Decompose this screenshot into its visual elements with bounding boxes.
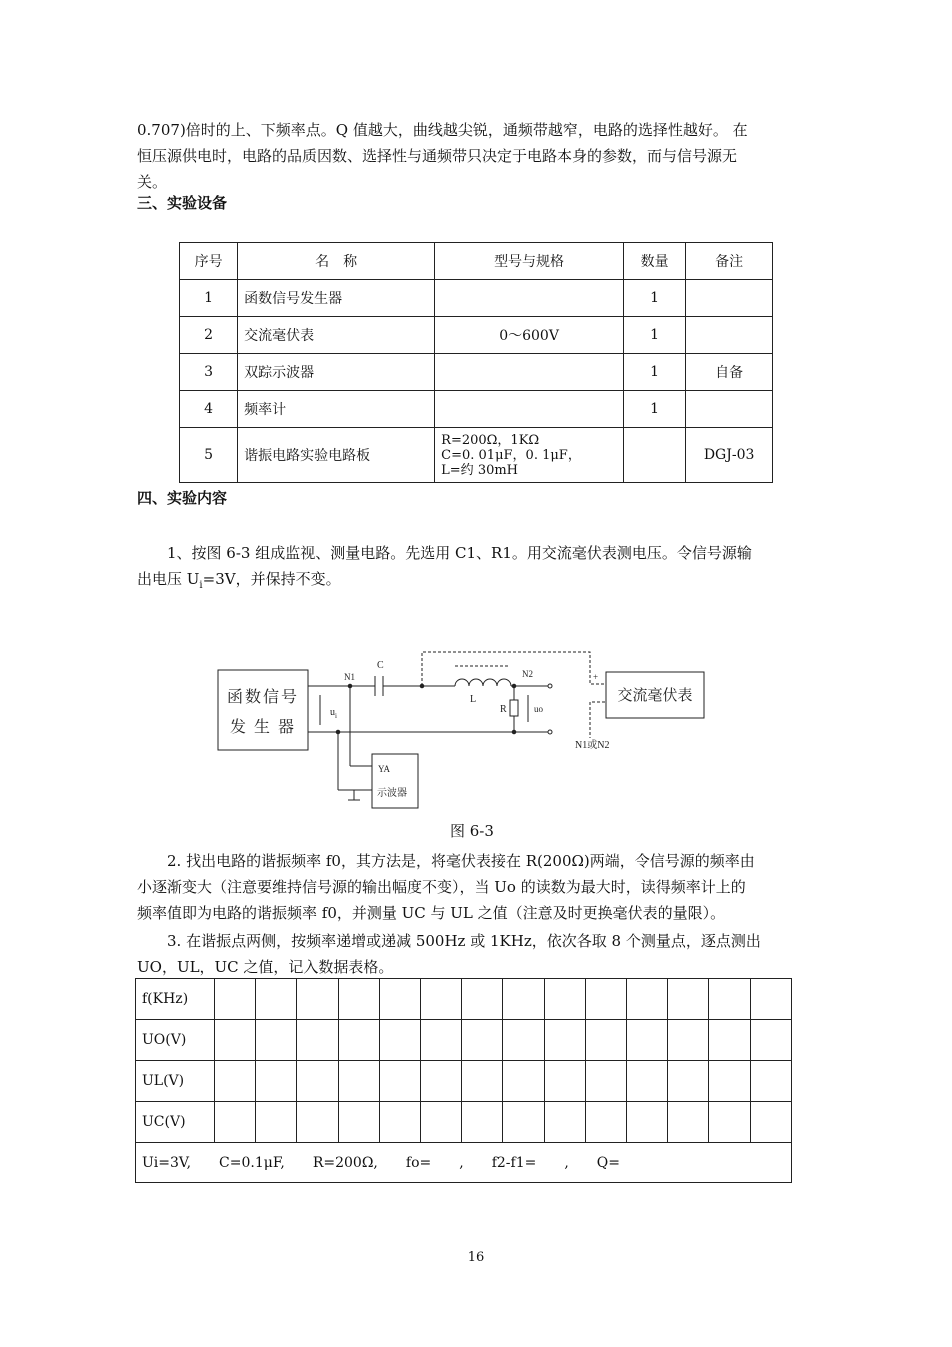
blank-cell — [750, 979, 791, 1020]
oscilloscope-box — [372, 754, 418, 808]
blank-cell — [503, 979, 544, 1020]
terminal-top — [548, 684, 552, 688]
parameter-text: , — [459, 1154, 464, 1171]
page-number: 16 — [467, 1250, 485, 1265]
blank-cell — [462, 1020, 503, 1061]
blank-cell — [627, 1102, 668, 1143]
row-label: UL(V) — [136, 1061, 215, 1102]
blank-cell — [544, 1061, 585, 1102]
cell-spec — [435, 280, 624, 317]
inductor-label: L — [470, 694, 477, 705]
cell-note: 自备 — [686, 354, 773, 391]
parameter-text: Ui=3V, — [142, 1154, 192, 1171]
blank-cell — [421, 979, 462, 1020]
cell-note: DGJ-03 — [686, 428, 773, 483]
step3-line-2: UO，UL，UC 之值，记入数据表格。 — [137, 958, 394, 976]
blank-cell — [256, 1020, 297, 1061]
scope-label: 示波器 — [377, 788, 407, 799]
blank-cell — [544, 979, 585, 1020]
uo-label: uo — [534, 704, 543, 714]
blank-cell — [297, 1061, 338, 1102]
blank-cell — [585, 1102, 626, 1143]
row-label: UO(V) — [136, 1020, 215, 1061]
blank-cell — [709, 1102, 750, 1143]
table-row — [136, 1061, 792, 1102]
blank-cell — [627, 1020, 668, 1061]
table-row — [180, 428, 773, 483]
cell-name: 频率计 — [238, 391, 435, 428]
row-label: f(KHz) — [136, 979, 215, 1020]
header-cell: 备注 — [686, 243, 773, 280]
blank-cell — [750, 1061, 791, 1102]
blank-cell — [750, 1020, 791, 1061]
blank-cell — [585, 1061, 626, 1102]
cell-qty: 1 — [623, 317, 685, 354]
parameter-text: C=0.1μF, — [219, 1154, 285, 1171]
cell-note — [686, 280, 773, 317]
cell-name: 函数信号发生器 — [238, 280, 435, 317]
cell-name: 谐振电路实验电路板 — [238, 428, 435, 483]
blank-cell — [256, 1102, 297, 1143]
blank-cell — [338, 1061, 379, 1102]
blank-cell — [379, 1061, 420, 1102]
intro-line-1: 0.707)倍时的上、下频率点。Q 值越大，曲线越尖锐，通频带越窄，电路的选择性越好。 在 — [137, 121, 748, 139]
blank-cell — [668, 1102, 709, 1143]
n2-label: N2 — [522, 669, 533, 679]
cell-qty: 1 — [623, 280, 685, 317]
blank-cell — [462, 1061, 503, 1102]
blank-cell — [215, 1102, 256, 1143]
measurement-table-body — [136, 979, 792, 1183]
blank-cell — [421, 1102, 462, 1143]
cell-qty: 1 — [623, 391, 685, 428]
generator-box — [218, 670, 308, 750]
table-row — [180, 354, 773, 391]
n1n2-label: N1或N2 — [575, 740, 610, 751]
scope-ya-label: YA — [378, 764, 391, 774]
parameter-text: f2-f1= — [491, 1154, 537, 1171]
blank-cell — [338, 1102, 379, 1143]
capacitor-label: C — [377, 660, 384, 671]
plus-label: + — [593, 672, 599, 682]
parameters-cell — [136, 1143, 792, 1183]
blank-cell — [297, 1102, 338, 1143]
cell-note — [686, 391, 773, 428]
blank-cell — [462, 979, 503, 1020]
blank-cell — [297, 1020, 338, 1061]
blank-cell — [668, 1020, 709, 1061]
section-3-title: 三、实验设备 — [137, 194, 228, 212]
cell-spec: 0～600V — [435, 317, 624, 354]
blank-cell — [627, 979, 668, 1020]
header-cell: 名 称 — [238, 243, 435, 280]
blank-cell — [709, 979, 750, 1020]
equipment-header-row — [180, 243, 773, 280]
blank-cell — [544, 1020, 585, 1061]
blank-cell — [585, 1020, 626, 1061]
measurement-table — [135, 978, 792, 1183]
table-footer-row — [136, 1143, 792, 1183]
header-cell: 数量 — [623, 243, 685, 280]
blank-cell — [256, 1061, 297, 1102]
generator-label-2: 发 生 器 — [229, 719, 297, 736]
step2-line-2: 小逐渐变大（注意要维持信号源的输出幅度不变），当 Uo 的读数为最大时，读得频率计上的 — [137, 878, 746, 896]
table-row — [136, 1020, 792, 1061]
cell-spec — [435, 354, 624, 391]
header-cell: 型号与规格 — [435, 243, 624, 280]
table-row — [136, 1102, 792, 1143]
header-cell: 序号 — [180, 243, 238, 280]
blank-cell — [668, 1061, 709, 1102]
blank-cell — [503, 1061, 544, 1102]
blank-cell — [462, 1102, 503, 1143]
resistor — [510, 700, 518, 716]
intro-line-2: 恒压源供电时，电路的品质因数、选择性与通频带只决定于电路本身的参数，而与信号源无 — [137, 147, 738, 165]
table-row — [136, 979, 792, 1020]
parameter-text: , — [564, 1154, 569, 1171]
parameter-text: Q= — [596, 1154, 620, 1171]
blank-cell — [338, 1020, 379, 1061]
cell-note — [686, 317, 773, 354]
cell-no: 5 — [180, 428, 238, 483]
cell-qty — [623, 428, 685, 483]
step2-line-3: 频率值即为电路的谐振频率 f0，并测量 UC 与 UL 之值（注意及时更换毫伏表的量限）。 — [137, 904, 726, 922]
terminal-bottom — [548, 730, 552, 734]
meter-label: 交流毫伏表 — [617, 688, 693, 704]
blank-cell — [503, 1102, 544, 1143]
blank-cell — [256, 979, 297, 1020]
meter-lead-positive — [422, 652, 605, 686]
blank-cell — [585, 979, 626, 1020]
blank-cell — [215, 1020, 256, 1061]
resistor-label: R — [500, 704, 507, 715]
circuit-diagram — [210, 640, 710, 820]
spec-line: C=0. 01μF，0. 1μF， — [441, 447, 581, 463]
spec-line: R=200Ω，1KΩ — [441, 432, 540, 448]
section-4-title: 四、实验内容 — [137, 489, 228, 507]
blank-cell — [297, 979, 338, 1020]
blank-cell — [544, 1102, 585, 1143]
cell-spec — [435, 391, 624, 428]
blank-cell — [503, 1020, 544, 1061]
parameter-text: R=200Ω, — [312, 1154, 378, 1171]
generator-label-1: 函数信号 — [226, 689, 300, 706]
cell-no: 1 — [180, 280, 238, 317]
cell-no: 2 — [180, 317, 238, 354]
blank-cell — [627, 1061, 668, 1102]
step3-line-1: 3. 在谐振点两侧，按频率递增或递减 500Hz 或 1KHz，依次各取 8 个测量点，逐点测出 — [167, 932, 761, 950]
cell-name: 双踪示波器 — [238, 354, 435, 391]
blank-cell — [215, 979, 256, 1020]
blank-cell — [379, 1102, 420, 1143]
cell-no: 3 — [180, 354, 238, 391]
cell-qty: 1 — [623, 354, 685, 391]
intro-line-3: 关。 — [137, 173, 168, 191]
blank-cell — [750, 1102, 791, 1143]
blank-cell — [421, 1020, 462, 1061]
equipment-table — [179, 242, 773, 483]
table-row — [180, 391, 773, 428]
figure-caption: 图 6-3 — [450, 822, 494, 840]
parameter-text: fo= — [405, 1154, 432, 1171]
blank-cell — [379, 979, 420, 1020]
meter-lead-negative — [590, 702, 605, 738]
blank-cell — [668, 979, 709, 1020]
inductor — [455, 679, 511, 686]
cell-spec — [435, 428, 624, 483]
blank-cell — [421, 1061, 462, 1102]
step1-line-1: 1、按图 6-3 组成监视、测量电路。先选用 C1、R1。用交流毫伏表测电压。令信号源输 — [167, 544, 752, 562]
cell-no: 4 — [180, 391, 238, 428]
table-row — [180, 280, 773, 317]
table-row — [180, 317, 773, 354]
node-bottom — [512, 730, 516, 734]
blank-cell — [379, 1020, 420, 1061]
blank-cell — [709, 1061, 750, 1102]
step2-line-1: 2. 找出电路的谐振频率 f0，其方法是，将毫伏表接在 R(200Ω)两端，令信号源的频率由 — [167, 852, 755, 870]
step1-line-2: 出电压 $U_i=3V$，并保持不变。 — [137, 570, 341, 591]
row-label: UC(V) — [136, 1102, 215, 1143]
n1-label: N1 — [344, 672, 355, 682]
blank-cell — [709, 1020, 750, 1061]
spec-line: L=约 30mH — [441, 462, 519, 478]
ui-label: $u_i$ — [330, 707, 337, 720]
blank-cell — [215, 1061, 256, 1102]
cell-name: 交流毫伏表 — [238, 317, 435, 354]
blank-cell — [338, 979, 379, 1020]
